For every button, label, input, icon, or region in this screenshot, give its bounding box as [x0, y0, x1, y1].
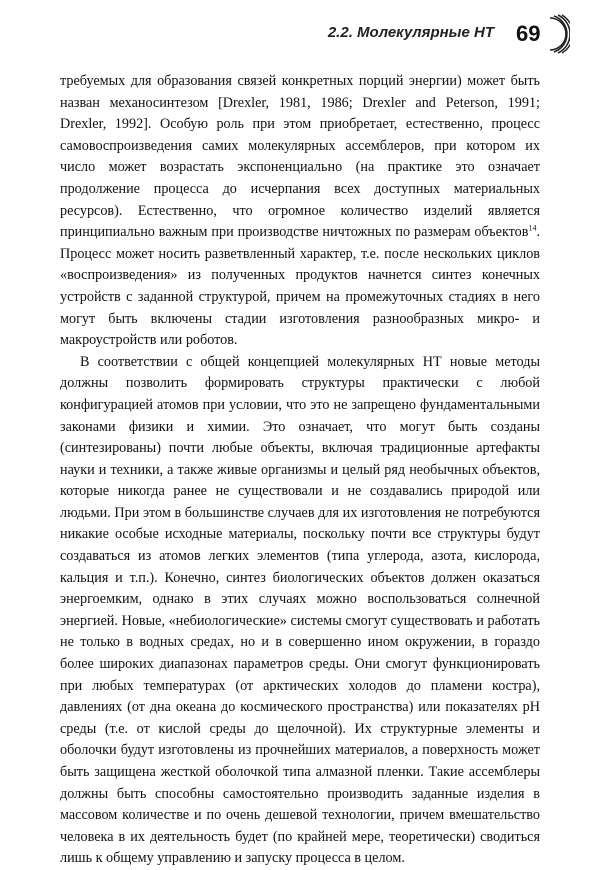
page-number: 69	[516, 21, 541, 46]
paragraph-1	[60, 71, 540, 352]
paragraph-2: В соответствии с общей концепцией молекулярных НТ новые методы должны позволить формировать структуры практически с любой конфигурацией атомов при условии, что это не запрещено фундаментальными законами физики и химии. Это означает, что могут быть созданы (синтезированы) почти любые объекты, включая традиционные артефакты науки и техники, а также живые организмы и целый ряд необычных объектов, которые никогда ранее не существовали и не создавались природой или людьми. При этом в большинстве случаев для их изготовления не потребуются никакие особые исходные материалы, поскольку почти все структуры будут создаваться из атомов легких элементов (типа углерода, азота, кислорода, кальция и т.п.). Конечно, синтез биологических объектов должен оказаться энергоемким, однако в этих случаях можно воспользоваться солнечной энергией. Новые, «небиологические» системы смогут существовать и работать не только в водных средах, но и в совершенно ином окружении, в гораздо более широких диапазонах параметров среды. Они смогут функционировать при любых температурах (от арктических холодов до пламени костра), давлениях (от дна океана до космического пространства) или показателях pH среды (т.е. от кислой среды до щелочной). Их структурные элементы и оболочки будут изготовлены из прочнейших материалов, а поверхность может быть защищена жесткой оболочкой типа алмазной пленки. Такие ассемблеры должны быть способны самостоятельно производить заданные изделия в массовом количестве и по очень дешевой технологии, причем вмешательство человека в их деятельность будет (по крайней мере, теоретически) сводиться лишь к общему управлению и запуску процесса в целом.	[60, 353, 540, 867]
paragraph-1-text-start: требуемых для образования связей конкретных порций энергии) может быть назван механосинтезом [Drexler, 1981, 1986; Drexler and Peterson, 1991; Drexler, 1992]. Особую роль при этом приобретает, естественно, процесс самовоспроизведения самих молекулярных ассемблеров, при котором их число может возрастать экспоненциально (на практике это означает продолжение процесса до исчерпания всех доступных материальных ресурсов). Естественно, что огромное количество изделий является принципиально важным при производстве ничтожных по размерам объектов	[60, 73, 540, 241]
running-head: 2.2. Молекулярные НТ	[327, 24, 494, 41]
page-number-badge	[510, 12, 570, 56]
footnote-ref[interactable]: 14	[528, 223, 537, 233]
body-text	[60, 71, 540, 870]
paragraph-1-text-end: . Процесс может носить разветвленный характер, т.е. после нескольких циклов «воспроизведения» из полученных продуктов начнется синтез конечных устройств с заданной структурой, причем на промежуточных стадиях в него могут быть включены стадии изготовления разнообразных микро- и макроустройств или роботов.	[60, 224, 540, 349]
